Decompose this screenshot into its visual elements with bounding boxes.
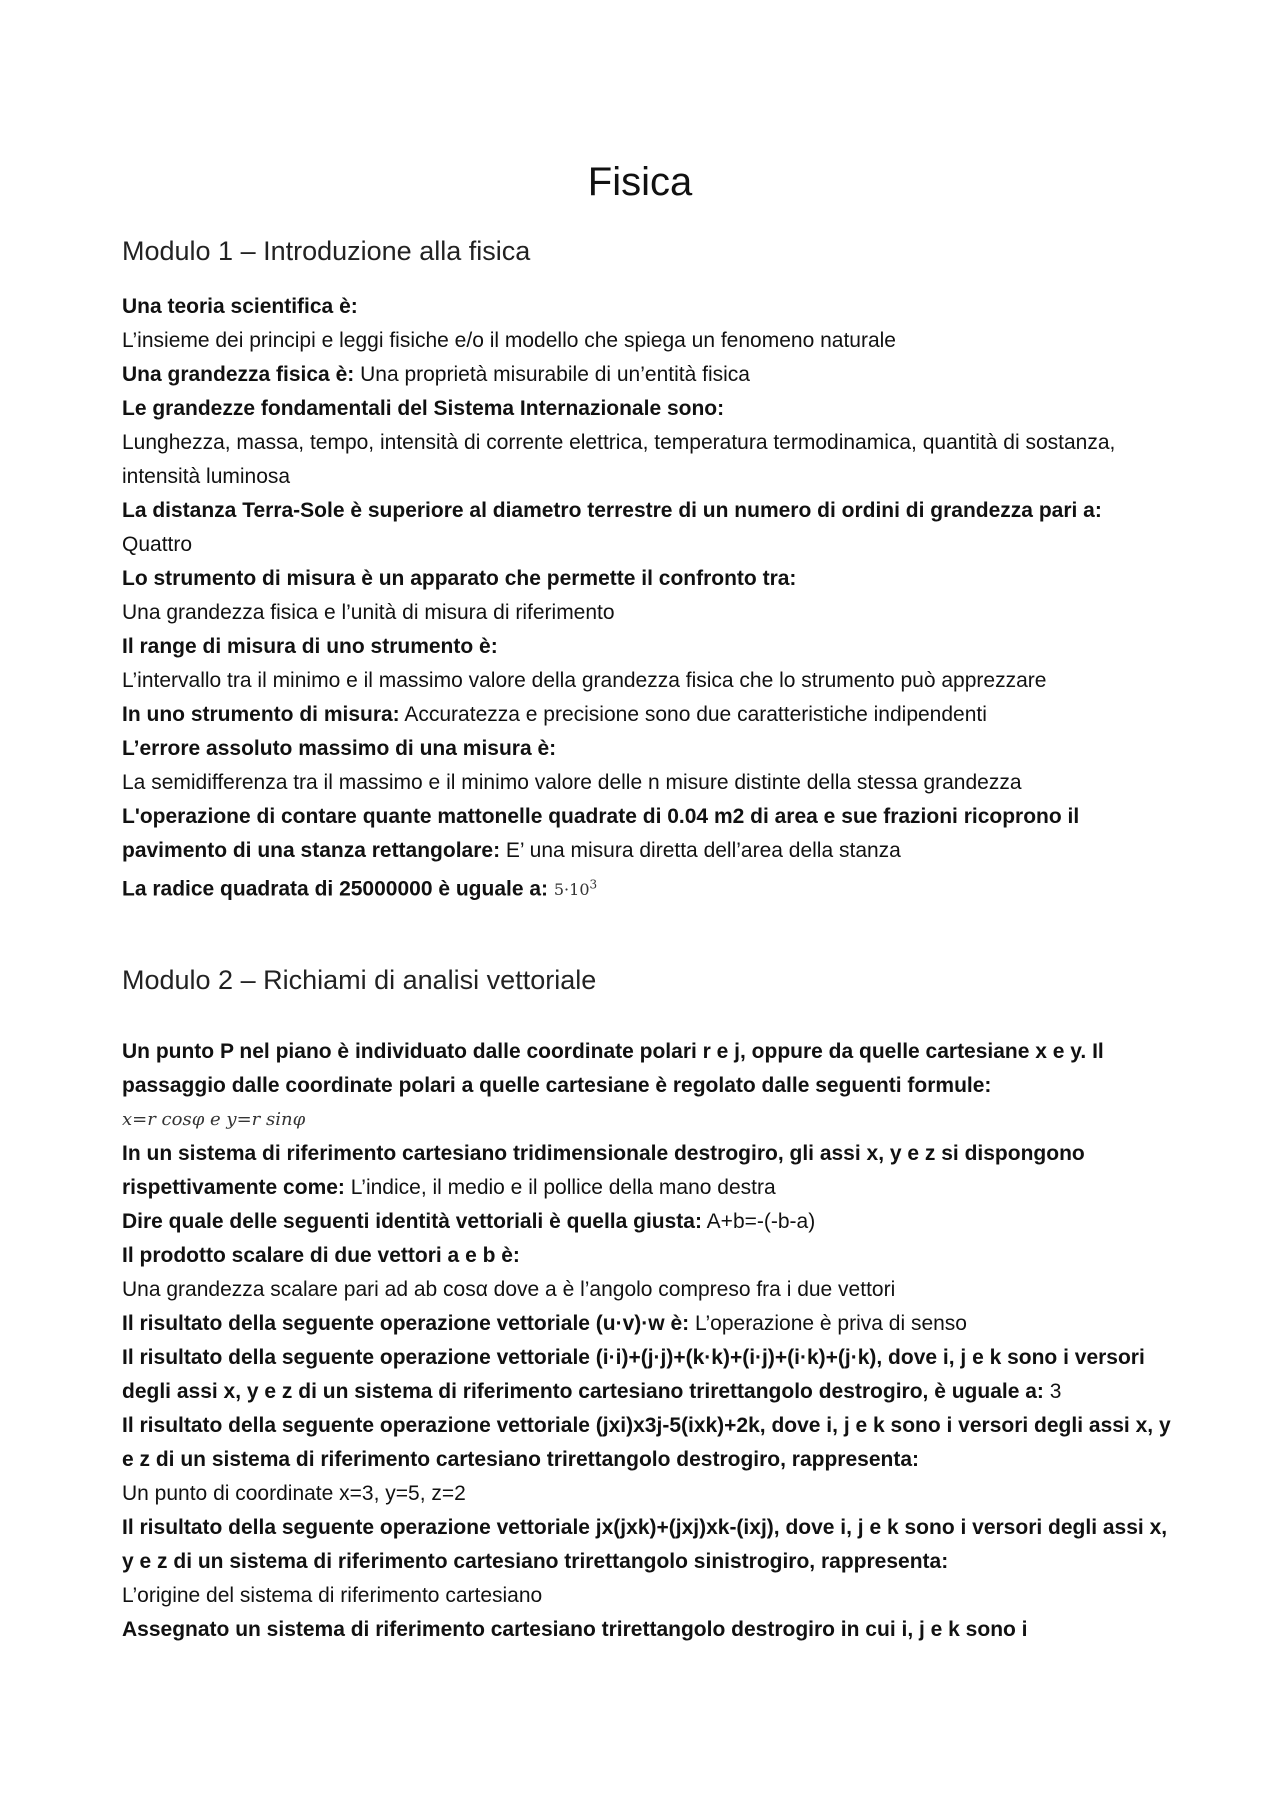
page-title: Fisica	[587, 160, 693, 204]
qa-line	[122, 1205, 1172, 1239]
module2-heading: Modulo 2 – Richiami di analisi vettoriale	[122, 965, 597, 995]
qa-line	[122, 800, 1172, 868]
qa-line	[122, 868, 1172, 907]
answer: Accuratezza e precisione sono due caratteristiche indipendenti	[404, 703, 987, 726]
question: La radice quadrata di 25000000 è uguale a:	[122, 877, 549, 901]
qa-line	[122, 358, 1172, 392]
question: Il risultato della seguente operazione vettoriale (u·v)·w è:	[122, 1312, 690, 1335]
answer: L’origine del sistema di riferimento cartesiano	[122, 1584, 543, 1607]
answer: Una grandezza fisica e l’unità di misura di riferimento	[122, 601, 615, 624]
answer: L’insieme dei principi e leggi fisiche e/o il modello che spiega un fenomeno naturale	[122, 329, 896, 352]
question: In un sistema di riferimento cartesiano tridimensionale destrogiro, gli assi x, y e z si dispongono rispettivamente come:	[122, 1142, 1085, 1199]
qa-line	[122, 698, 1172, 732]
qa-line	[122, 1341, 1172, 1409]
answer: La semidifferenza tra il massimo e il minimo valore delle n misure distinte della stessa grandezza	[122, 771, 1022, 794]
answer-formula: $5\cdot 10^3$	[553, 878, 598, 900]
qa-line	[122, 494, 1172, 562]
question: Una teoria scientifica è:	[122, 295, 358, 318]
answer: A+b=-(-b-a)	[706, 1210, 816, 1233]
answer: Una grandezza scalare pari ad ab cosα dove a è l’angolo compreso fra i due vettori	[122, 1278, 896, 1301]
answer: L’indice, il medio e il pollice della mano destra	[350, 1176, 776, 1199]
question: L'operazione di contare quante mattonelle quadrate di 0.04 m2 di area e sue frazioni ricoprono il pavimento di una stanza rettangolare:	[122, 805, 1080, 862]
answer: Un punto di coordinate x=3, y=5, z=2	[122, 1482, 466, 1505]
qa-line	[122, 1307, 1172, 1341]
question: Il risultato della seguente operazione vettoriale (jxi)x3j-5(ixk)+2k, dove i, j e k sono i versori degli assi x, y e z di un sistema di riferimento cartesiano trirettangolo destrogiro, rappresenta:	[122, 1414, 1171, 1471]
question: In uno strumento di misura:	[122, 703, 400, 726]
question: Dire quale delle seguenti identità vettoriali è quella giusta:	[122, 1210, 702, 1233]
answer: L’operazione è priva di senso	[694, 1312, 967, 1335]
question: Le grandezze fondamentali del Sistema Internazionale sono:	[122, 397, 725, 420]
answer: Una proprietà misurabile di un’entità fisica	[360, 363, 750, 386]
qa-line	[122, 1137, 1172, 1205]
question: Il risultato della seguente operazione vettoriale jx(jxk)+(jxj)xk-(ixj), dove i, j e k sono i versori degli assi x, y e z di un sistema di riferimento cartesiano trirettangolo sinistrogiro, rappresenta:	[122, 1516, 1168, 1573]
question: L’errore assoluto massimo di una misura è:	[122, 737, 557, 760]
module1-body	[122, 290, 1172, 907]
question: Lo strumento di misura è un apparato che permette il confronto tra:	[122, 567, 797, 590]
answer: 3	[1049, 1380, 1062, 1403]
question: Il range di misura di uno strumento è:	[122, 635, 498, 658]
answer: E’ una misura diretta dell’area della stanza	[505, 839, 901, 862]
answer: Lunghezza, massa, tempo, intensità di corrente elettrica, temperatura termodinamica, quantità di sostanza, intensità luminosa	[122, 431, 1116, 488]
question: Il prodotto scalare di due vettori a e b è:	[122, 1244, 520, 1267]
answer: L’intervallo tra il minimo e il massimo valore della grandezza fisica che lo strumento può apprezzare	[122, 669, 1047, 692]
module2-body	[122, 1035, 1172, 1647]
question: Una grandezza fisica è:	[122, 363, 355, 386]
answer: Quattro	[122, 533, 193, 556]
question: La distanza Terra-Sole è superiore al diametro terrestre di un numero di ordini di grandezza pari a:	[122, 499, 1102, 522]
module1-heading: Modulo 1 – Introduzione alla fisica	[122, 236, 531, 266]
question: Assegnato un sistema di riferimento cartesiano trirettangolo destrogiro in cui i, j e k sono i	[122, 1618, 1028, 1641]
question: Il risultato della seguente operazione vettoriale (i·i)+(j·j)+(k·k)+(i·j)+(i·k)+(j·k), dove i, j e k sono i versori degli assi x, y e z di un sistema di riferimento cartesiano trirettangolo destrogiro, è uguale a:	[122, 1346, 1145, 1403]
question: Un punto P nel piano è individuato dalle coordinate polari r e j, oppure da quelle cartesiane x e y. Il passaggio dalle coordinate polari a quelle cartesiane è regolato dalle seguenti formule:	[122, 1040, 1104, 1097]
answer-formula: x=r cosφ e y=r sinφ	[122, 1109, 306, 1130]
